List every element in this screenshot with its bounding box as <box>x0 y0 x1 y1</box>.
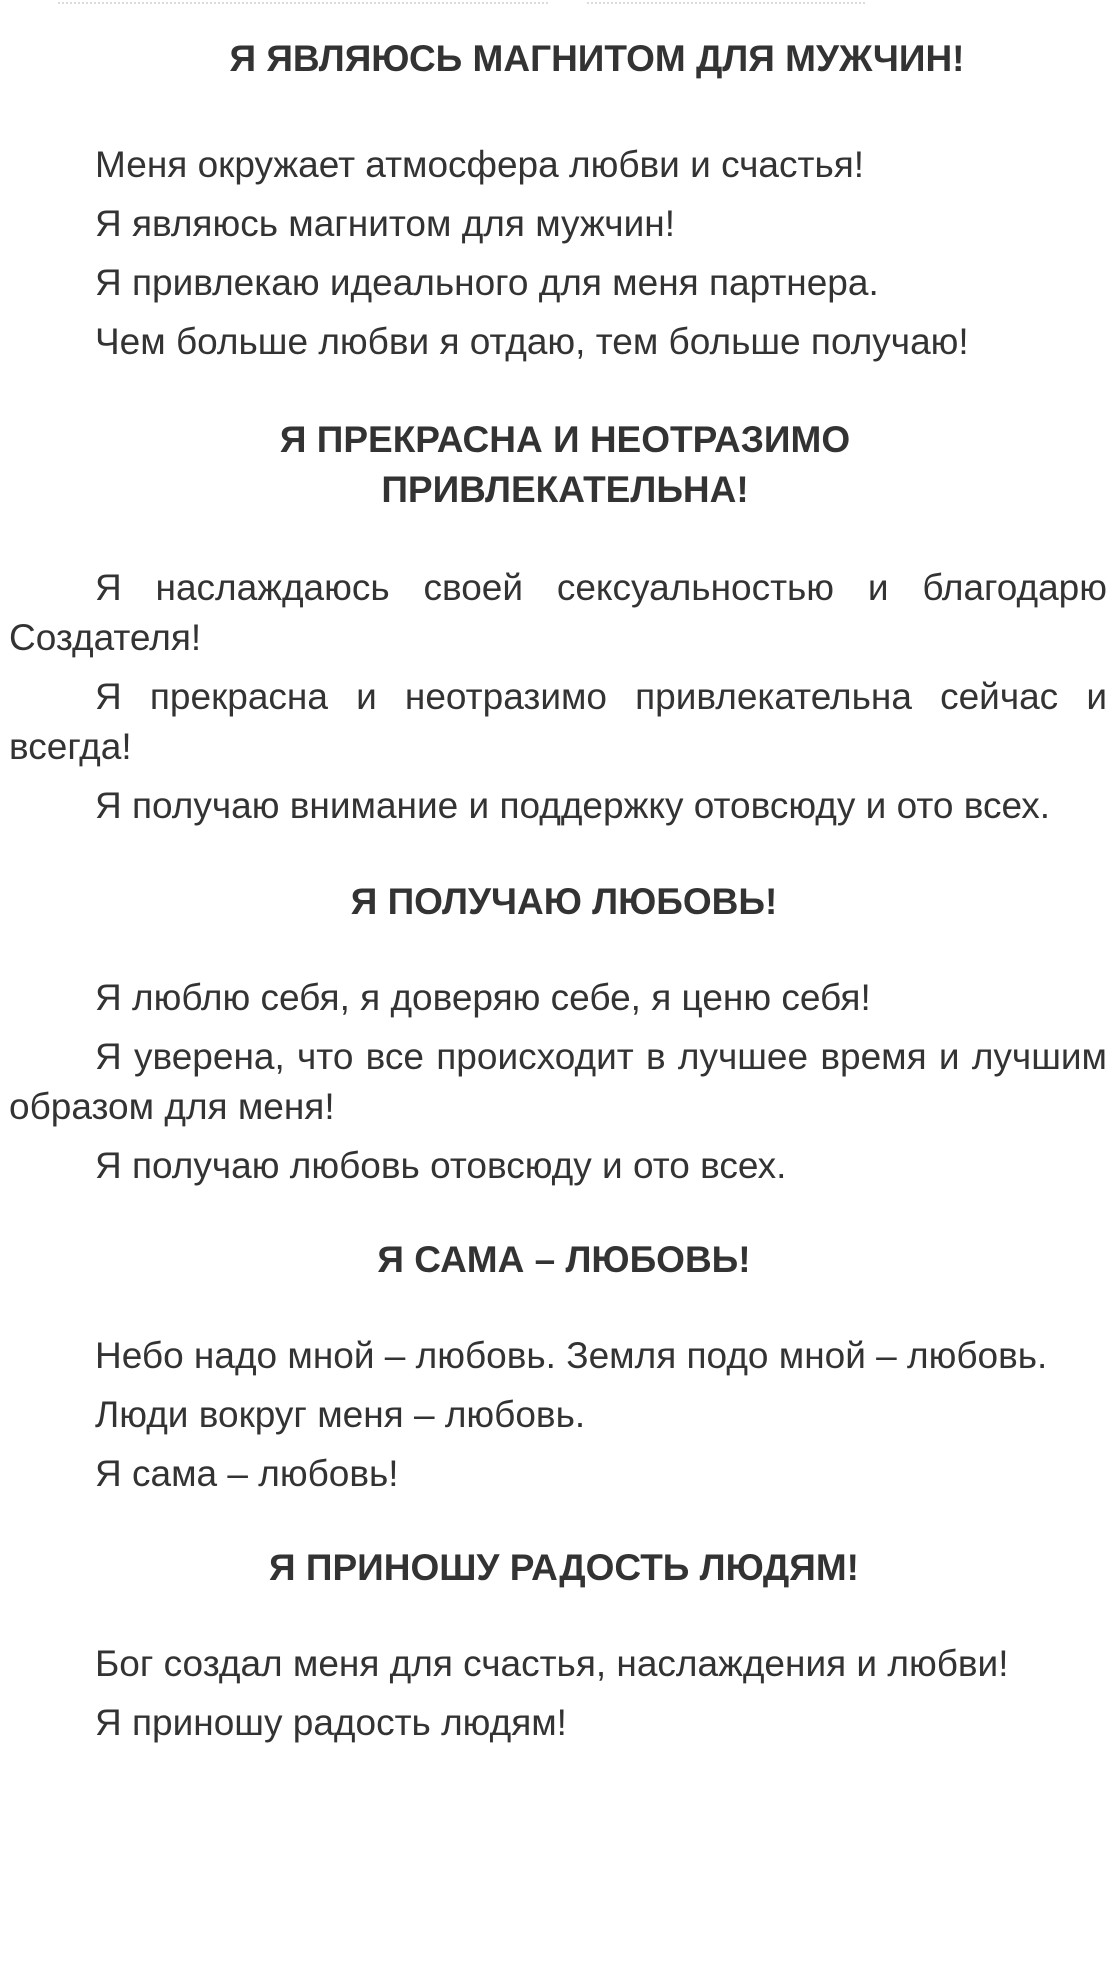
section-magnet <box>9 34 1107 367</box>
section-paragraphs <box>9 973 1107 1191</box>
paragraph: Меня окружает атмосфера любви и счастья! <box>95 144 865 185</box>
paragraph: Небо надо мной – любовь. Земля подо мной – любовь. <box>95 1335 1048 1376</box>
paragraph: Я привлекаю идеального для меня партнера. <box>95 262 879 303</box>
paragraph: Чем больше любви я отдаю, тем больше получаю! <box>95 321 969 362</box>
section-heading-line: Я ПРИНОШУ РАДОСТЬ ЛЮДЯМ! <box>269 1547 859 1588</box>
section-heading <box>87 34 1107 84</box>
section-heading-line: Я ЯВЛЯЮСЬ МАГНИТОМ ДЛЯ МУЖЧИН! <box>229 38 965 79</box>
section-heading-line: ПРИВЛЕКАТЕЛЬНА! <box>381 469 749 510</box>
section-heading-line: Я ПРЕКРАСНА И НЕОТРАЗИМО <box>279 419 851 460</box>
section-heading <box>21 1543 1107 1593</box>
paragraph: Я люблю себя, я доверяю себе, я ценю себя! <box>95 977 871 1018</box>
paragraph: Я наслаждаюсь своей сексуальностью и благодарю Создателя! <box>9 567 1107 658</box>
top-edge-mark <box>587 2 865 7</box>
paragraph: Я получаю внимание и поддержку отовсюду и ото всех. <box>95 785 1051 826</box>
paragraph: Я получаю любовь отовсюду и ото всех. <box>95 1145 787 1186</box>
section-paragraphs <box>9 140 1107 367</box>
section-paragraphs <box>9 1331 1107 1499</box>
section-heading <box>21 1235 1107 1285</box>
section-bring-joy <box>9 1543 1107 1748</box>
paragraph: Бог создал меня для счастья, наслаждения и любви! <box>95 1643 1009 1684</box>
paragraph: Я приношу радость людям! <box>95 1702 567 1743</box>
document-body <box>9 34 1107 1748</box>
section-heading <box>21 877 1107 927</box>
section-paragraphs <box>9 563 1107 831</box>
paragraph: Я уверена, что все происходит в лучшее время и лучшим образом для меня! <box>9 1036 1107 1127</box>
section-i-am-love <box>9 1235 1107 1499</box>
paragraph: Я прекрасна и неотразимо привлекательна сейчас и всегда! <box>9 676 1107 767</box>
section-beautiful <box>9 415 1107 831</box>
section-paragraphs <box>9 1639 1107 1748</box>
paragraph: Я являюсь магнитом для мужчин! <box>95 203 675 244</box>
section-heading-line: Я САМА – ЛЮБОВЬ! <box>377 1239 751 1280</box>
section-heading-line: Я ПОЛУЧАЮ ЛЮБОВЬ! <box>350 881 778 922</box>
section-heading <box>23 415 1107 515</box>
paragraph: Люди вокруг меня – любовь. <box>95 1394 586 1435</box>
paragraph: Я сама – любовь! <box>95 1453 399 1494</box>
top-edge-remnant <box>0 0 1116 10</box>
top-edge-mark <box>58 2 548 7</box>
section-receive-love <box>9 877 1107 1191</box>
